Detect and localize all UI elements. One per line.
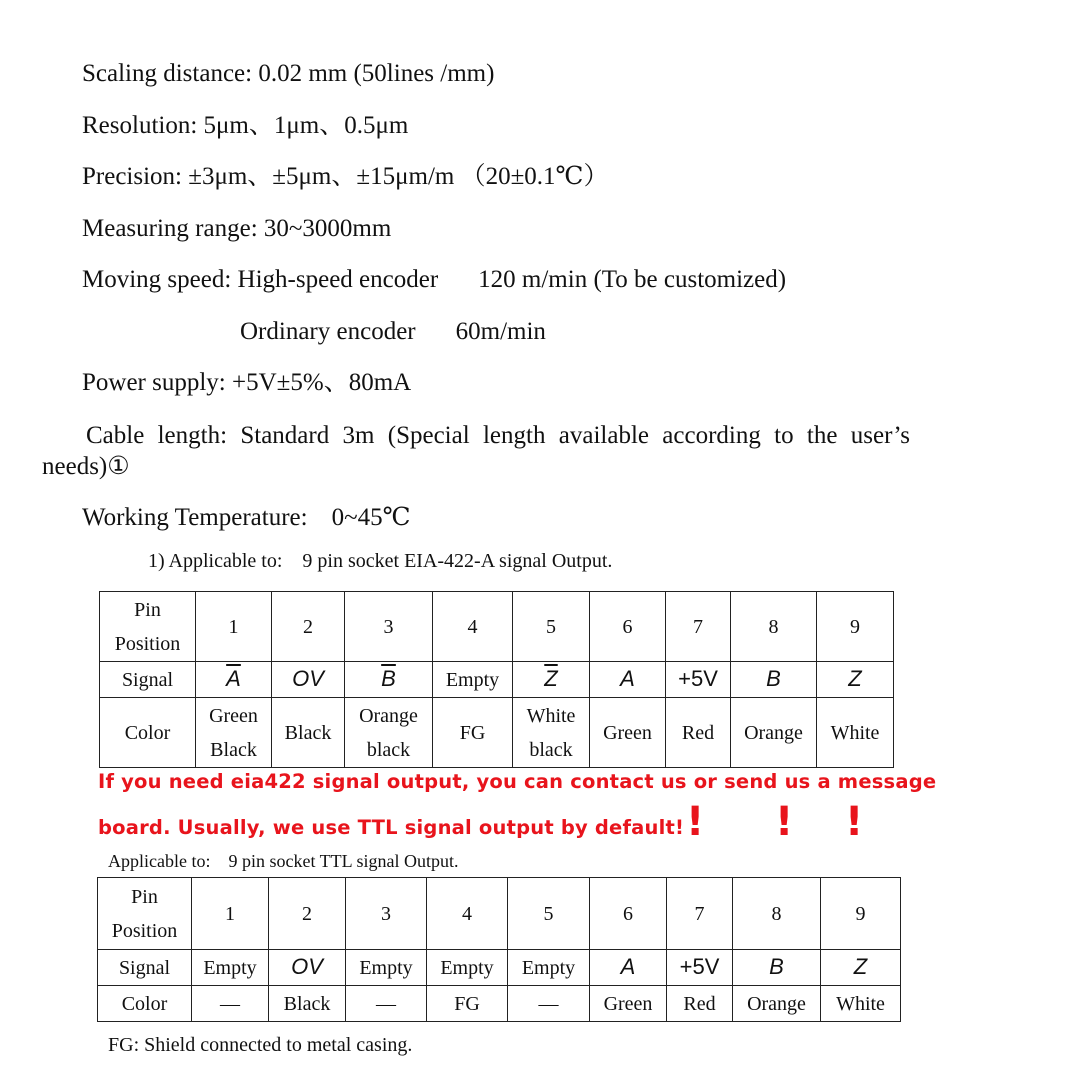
color-header: Color [100, 698, 196, 768]
color-cell: Orange [733, 986, 821, 1022]
spec-ordinary [240, 317, 546, 347]
signal-cell: OV [269, 950, 346, 986]
signal-cell: OV [272, 662, 345, 698]
spec-range: Measuring range: 30~3000mm [82, 215, 392, 242]
color-cell: — [192, 986, 269, 1022]
table-row [100, 698, 894, 768]
notice-line2: board. Usually, we use TTL signal output by default! [98, 816, 685, 839]
color-cell: Green Black [196, 698, 272, 768]
color-cell: — [346, 986, 427, 1022]
table-row [98, 986, 901, 1022]
spec-scaling: Scaling distance: 0.02 mm (50lines /mm) [82, 60, 495, 87]
signal-cell: B [731, 662, 817, 698]
spec-temperature [82, 503, 411, 533]
color-cell: Green [590, 986, 667, 1022]
pin-cell: 2 [272, 592, 345, 662]
pin-position-header: Pin Position [98, 878, 192, 950]
color-cell: FG [427, 986, 508, 1022]
spec-ordinary-label: Ordinary encoder [240, 318, 416, 345]
signal-cell: +5V [667, 950, 733, 986]
pin-cell: 6 [590, 878, 667, 950]
pin-cell: 3 [346, 878, 427, 950]
pin-cell: 2 [269, 878, 346, 950]
table-row [98, 950, 901, 986]
pin-cell: 8 [731, 592, 817, 662]
signal-cell: Z [821, 950, 901, 986]
color-cell: White [817, 698, 894, 768]
table1-caption: 1) Applicable to: 9 pin socket EIA-422-A signal Output. [148, 550, 613, 572]
color-cell: — [508, 986, 590, 1022]
table-row [100, 592, 894, 662]
color-cell: Orange [731, 698, 817, 768]
signal-cell: $\overline{A}$ [196, 662, 272, 698]
color-cell: Green [590, 698, 666, 768]
pin-table-ttl [97, 877, 901, 1022]
table-row [100, 662, 894, 698]
pin-cell: 9 [817, 592, 894, 662]
spec-power: Power supply: +5V±5%、80mA [82, 369, 412, 396]
footnote: FG: Shield connected to metal casing. [108, 1034, 413, 1056]
signal-cell: Empty [433, 662, 513, 698]
signal-cell: +5V [666, 662, 731, 698]
spec-speed [82, 265, 786, 295]
color-cell: Black [272, 698, 345, 768]
pin-cell: 5 [508, 878, 590, 950]
spec-resolution: Resolution: 5μm、1μm、0.5μm [82, 112, 409, 139]
exclamation-icon: ! [845, 799, 864, 845]
pin-cell: 6 [590, 592, 666, 662]
spec-cable-line1: Cable length: Standard 3m (Special length available according to the user’s [86, 422, 910, 449]
pin-cell: 1 [196, 592, 272, 662]
pin-cell: 7 [666, 592, 731, 662]
color-cell: Red [666, 698, 731, 768]
signal-cell: Empty [192, 950, 269, 986]
spec-temperature-value: 0~45℃ [331, 504, 411, 531]
table2-caption: Applicable to: 9 pin socket TTL signal Output. [108, 851, 459, 871]
pin-cell: 1 [192, 878, 269, 950]
signal-header: Signal [100, 662, 196, 698]
table-row [98, 878, 901, 950]
pin-cell: 8 [733, 878, 821, 950]
spec-cable-line2: needs)① [42, 453, 130, 480]
pin-cell: 3 [345, 592, 433, 662]
signal-cell: $\overline{Z}$ [513, 662, 590, 698]
signal-cell: $\overline{B}$ [345, 662, 433, 698]
spec-speed-label: Moving speed: High-speed encoder [82, 266, 439, 293]
pin-cell: 4 [427, 878, 508, 950]
color-cell: Black [269, 986, 346, 1022]
spec-ordinary-value: 60m/min [455, 318, 546, 345]
pin-cell: 9 [821, 878, 901, 950]
signal-cell: A [590, 950, 667, 986]
pin-position-header: Pin Position [100, 592, 196, 662]
signal-cell: A [590, 662, 666, 698]
spec-speed-value: 120 m/min (To be customized) [478, 266, 787, 293]
exclamation-icon: ! [686, 799, 705, 845]
notice-line1: If you need eia422 signal output, you can contact us or send us a message [98, 770, 937, 793]
signal-header: Signal [98, 950, 192, 986]
signal-cell: B [733, 950, 821, 986]
pin-table-eia422 [99, 591, 894, 768]
spec-precision: Precision: ±3μm、±5μm、±15μm/m （20±0.1℃） [82, 163, 609, 190]
pin-cell: 5 [513, 592, 590, 662]
signal-cell: Empty [346, 950, 427, 986]
color-cell: White black [513, 698, 590, 768]
exclamation-icon: ! [775, 799, 794, 845]
color-cell: White [821, 986, 901, 1022]
spec-temperature-label: Working Temperature: [82, 504, 308, 531]
signal-cell: Empty [427, 950, 508, 986]
color-cell: Red [667, 986, 733, 1022]
color-cell: FG [433, 698, 513, 768]
color-cell: Orange black [345, 698, 433, 768]
signal-cell: Z [817, 662, 894, 698]
color-header: Color [98, 986, 192, 1022]
pin-cell: 4 [433, 592, 513, 662]
signal-cell: Empty [508, 950, 590, 986]
pin-cell: 7 [667, 878, 733, 950]
